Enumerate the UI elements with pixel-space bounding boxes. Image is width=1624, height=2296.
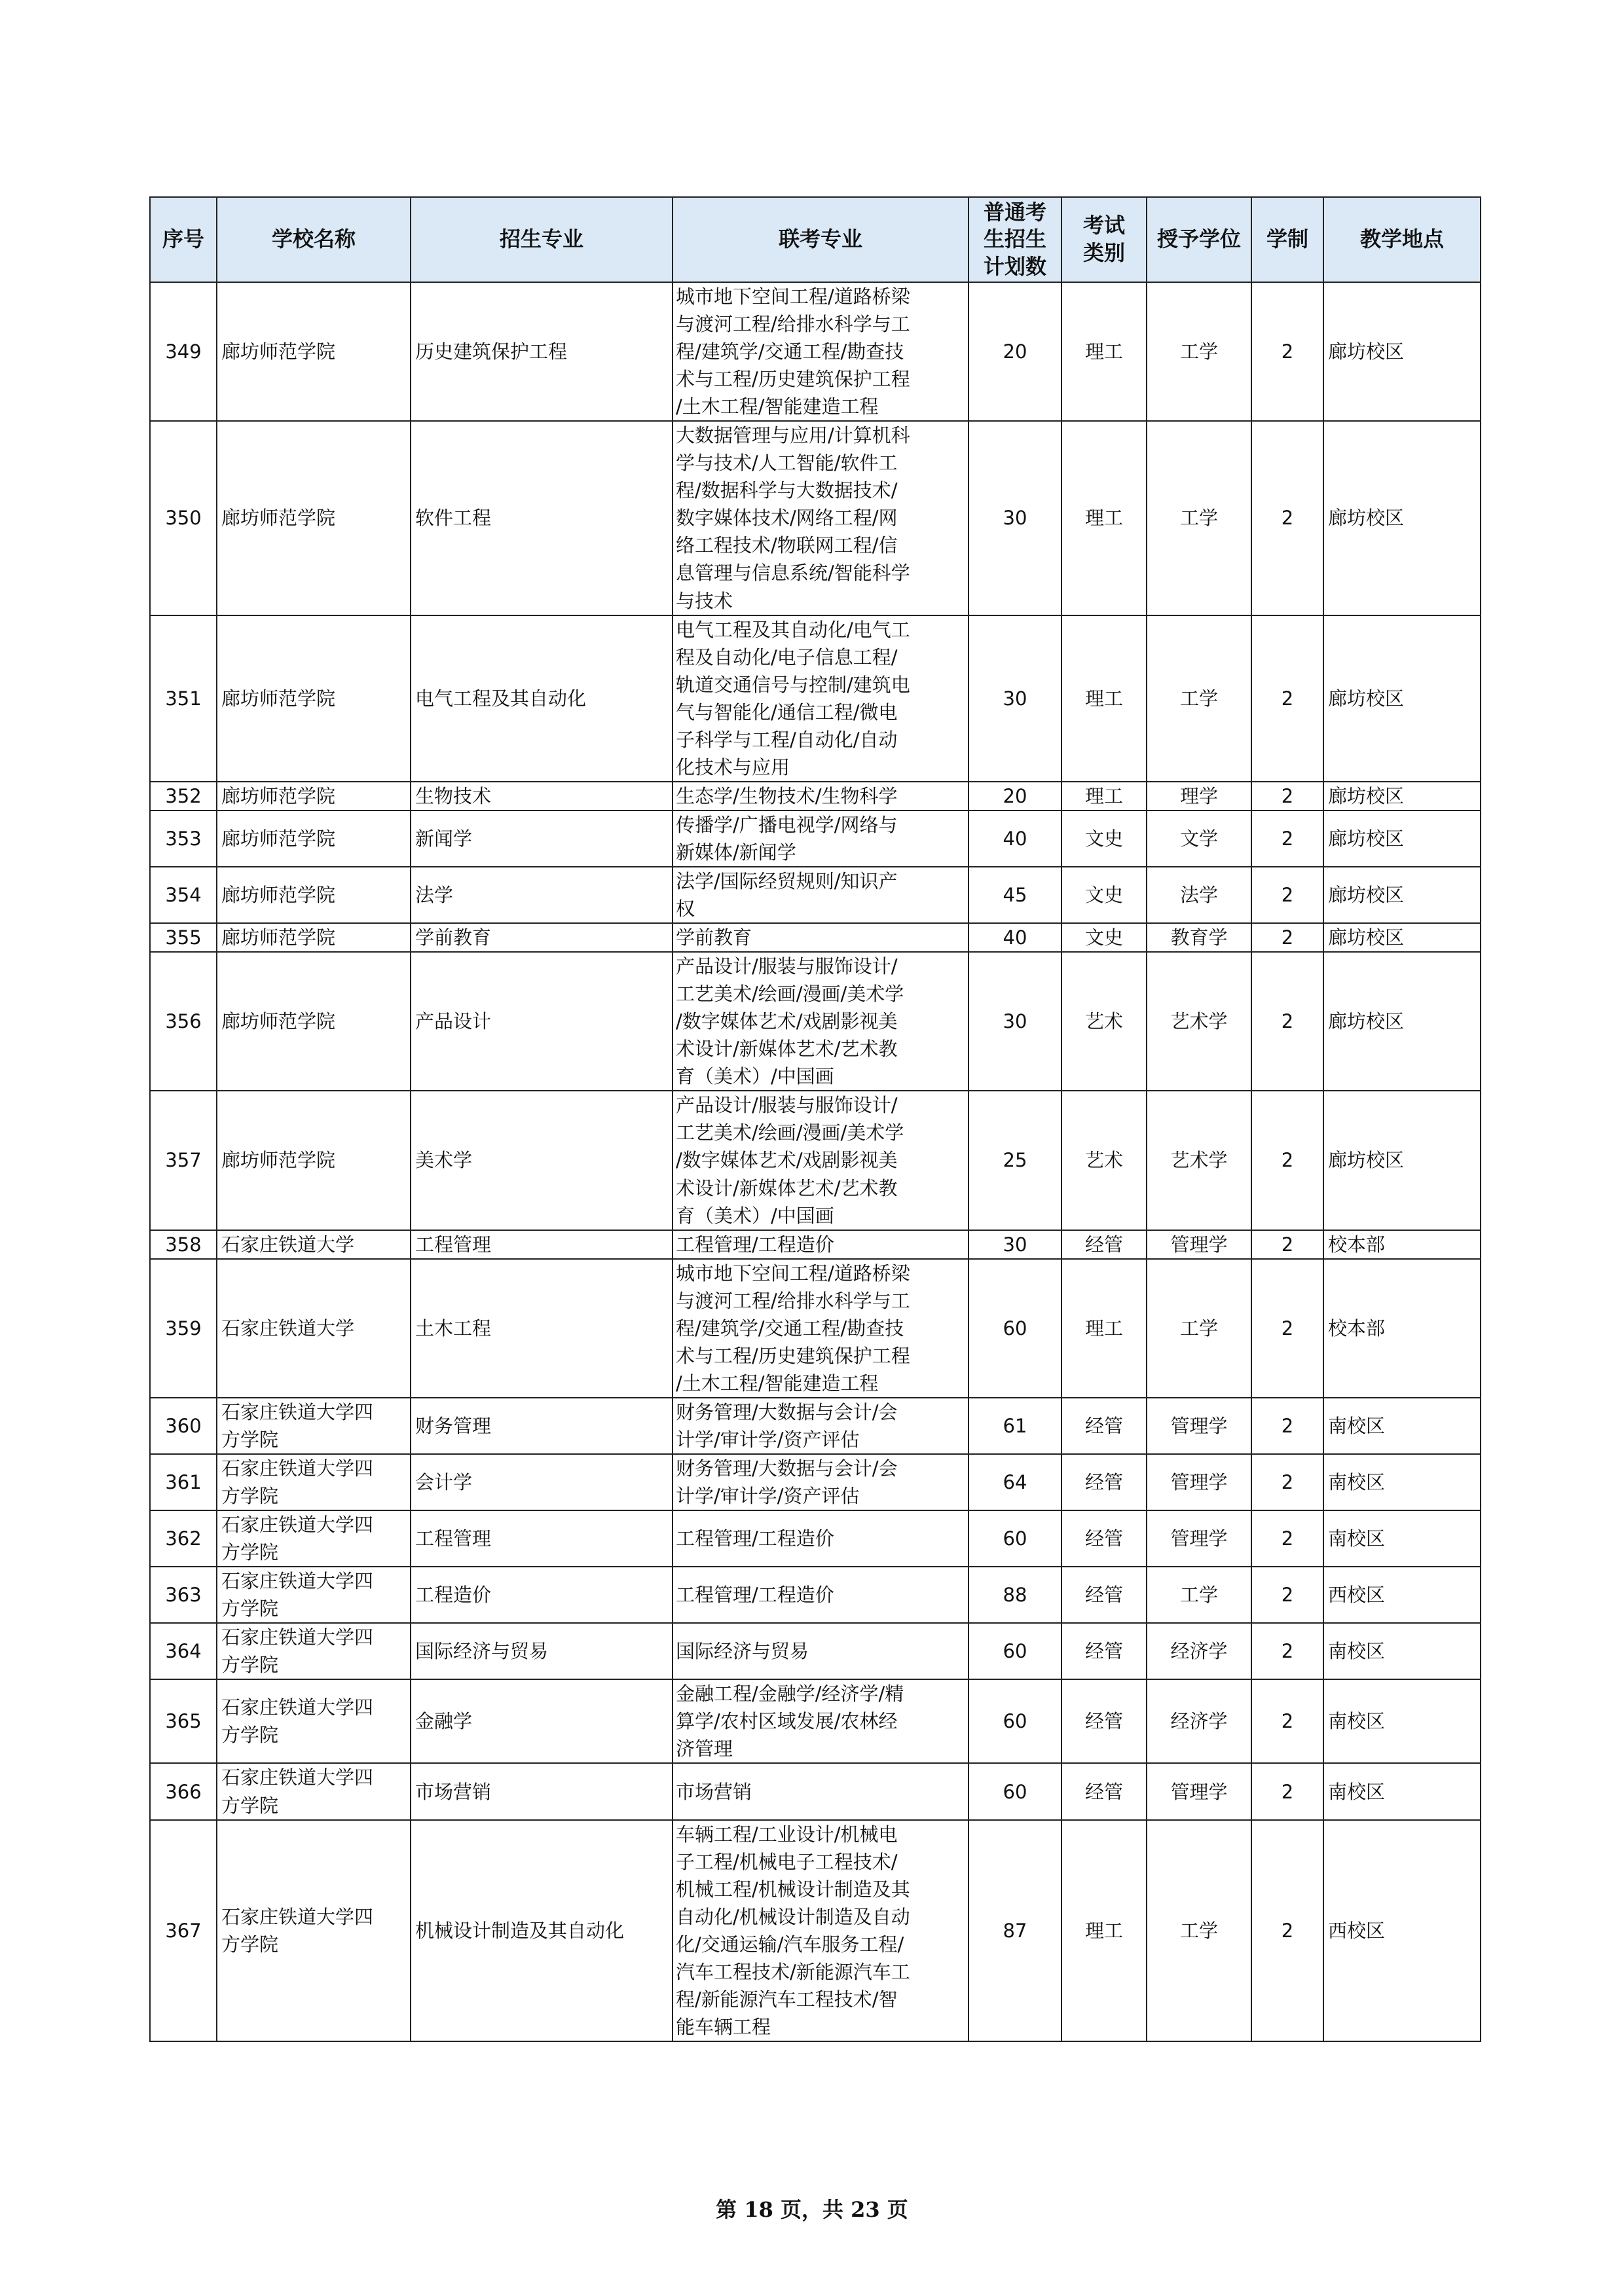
degree-cell: 管理学 xyxy=(1147,1763,1251,1819)
row-number-cell: 366 xyxy=(150,1763,217,1819)
plan-count-cell: 87 xyxy=(969,1820,1061,2041)
school-name-cell: 石家庄铁道大学四 方学院 xyxy=(217,1679,411,1763)
major-cell: 工程管理 xyxy=(411,1510,673,1567)
plan-count-cell: 88 xyxy=(969,1567,1061,1623)
joint-exam-major-cell: 车辆工程/工业设计/机械电 子工程/机械电子工程技术/ 机械工程/机械设计制造及其 自动化/机械设计制造及自动 化/交通运输/汽车服务工程/ 汽车工程技术/新能源汽车工 程/新能源汽车工程技术/智 能车辆工程 xyxy=(673,1820,969,2041)
header-cell: 考试 类别 xyxy=(1061,197,1147,282)
plan-count-cell: 60 xyxy=(969,1763,1061,1819)
header-cell: 授予学位 xyxy=(1147,197,1251,282)
table-row xyxy=(150,1259,1481,1398)
joint-exam-major-cell: 城市地下空间工程/道路桥梁 与渡河工程/给排水科学与工 程/建筑学/交通工程/勘查技 术与工程/历史建筑保护工程 /土木工程/智能建造工程 xyxy=(673,1259,969,1398)
plan-count-cell: 60 xyxy=(969,1510,1061,1567)
exam-category-cell: 文史 xyxy=(1061,923,1147,952)
major-cell: 软件工程 xyxy=(411,421,673,615)
duration-cell: 2 xyxy=(1251,811,1323,867)
duration-cell: 2 xyxy=(1251,1091,1323,1230)
row-number-cell: 359 xyxy=(150,1259,217,1398)
degree-cell: 工学 xyxy=(1147,1567,1251,1623)
table-row xyxy=(150,1623,1481,1679)
duration-cell: 2 xyxy=(1251,952,1323,1091)
table-row xyxy=(150,1567,1481,1623)
location-cell: 南校区 xyxy=(1323,1763,1481,1819)
row-number-cell: 364 xyxy=(150,1623,217,1679)
joint-exam-major-cell: 生态学/生物技术/生物科学 xyxy=(673,782,969,811)
header-cell: 普通考 生招生 计划数 xyxy=(969,197,1061,282)
plan-count-cell: 30 xyxy=(969,952,1061,1091)
major-cell: 机械设计制造及其自动化 xyxy=(411,1820,673,2041)
major-cell: 工程造价 xyxy=(411,1567,673,1623)
table-row xyxy=(150,1510,1481,1567)
duration-cell: 2 xyxy=(1251,1679,1323,1763)
plan-count-cell: 61 xyxy=(969,1398,1061,1454)
duration-cell: 2 xyxy=(1251,1398,1323,1454)
duration-cell: 2 xyxy=(1251,1567,1323,1623)
school-name-cell: 廊坊师范学院 xyxy=(217,811,411,867)
table-row xyxy=(150,923,1481,952)
major-cell: 产品设计 xyxy=(411,952,673,1091)
header-cell: 教学地点 xyxy=(1323,197,1481,282)
degree-cell: 艺术学 xyxy=(1147,952,1251,1091)
exam-category-cell: 理工 xyxy=(1061,1820,1147,2041)
major-cell: 生物技术 xyxy=(411,782,673,811)
school-name-cell: 石家庄铁道大学四 方学院 xyxy=(217,1454,411,1510)
location-cell: 廊坊校区 xyxy=(1323,867,1481,923)
school-name-cell: 石家庄铁道大学四 方学院 xyxy=(217,1623,411,1679)
school-name-cell: 石家庄铁道大学四 方学院 xyxy=(217,1567,411,1623)
duration-cell: 2 xyxy=(1251,421,1323,615)
plan-count-cell: 60 xyxy=(969,1679,1061,1763)
degree-cell: 文学 xyxy=(1147,811,1251,867)
row-number-cell: 357 xyxy=(150,1091,217,1230)
school-name-cell: 廊坊师范学院 xyxy=(217,782,411,811)
location-cell: 南校区 xyxy=(1323,1623,1481,1679)
joint-exam-major-cell: 大数据管理与应用/计算机科 学与技术/人工智能/软件工 程/数据科学与大数据技术/ 数字媒体技术/网络工程/网 络工程技术/物联网工程/信 息管理与信息系统/智能科学 与技术 xyxy=(673,421,969,615)
duration-cell: 2 xyxy=(1251,1454,1323,1510)
table-row xyxy=(150,1820,1481,2041)
table-row xyxy=(150,1763,1481,1819)
duration-cell: 2 xyxy=(1251,282,1323,421)
location-cell: 廊坊校区 xyxy=(1323,782,1481,811)
degree-cell: 管理学 xyxy=(1147,1230,1251,1259)
location-cell: 校本部 xyxy=(1323,1259,1481,1398)
location-cell: 廊坊校区 xyxy=(1323,615,1481,782)
duration-cell: 2 xyxy=(1251,1763,1323,1819)
header-cell: 学校名称 xyxy=(217,197,411,282)
degree-cell: 艺术学 xyxy=(1147,1091,1251,1230)
degree-cell: 工学 xyxy=(1147,615,1251,782)
school-name-cell: 石家庄铁道大学四 方学院 xyxy=(217,1510,411,1567)
header-cell: 招生专业 xyxy=(411,197,673,282)
joint-exam-major-cell: 工程管理/工程造价 xyxy=(673,1567,969,1623)
row-number-cell: 354 xyxy=(150,867,217,923)
row-number-cell: 362 xyxy=(150,1510,217,1567)
major-cell: 电气工程及其自动化 xyxy=(411,615,673,782)
joint-exam-major-cell: 财务管理/大数据与会计/会 计学/审计学/资产评估 xyxy=(673,1454,969,1510)
table-row xyxy=(150,615,1481,782)
location-cell: 廊坊校区 xyxy=(1323,811,1481,867)
table-row xyxy=(150,952,1481,1091)
table-row xyxy=(150,1679,1481,1763)
joint-exam-major-cell: 工程管理/工程造价 xyxy=(673,1510,969,1567)
plan-count-cell: 30 xyxy=(969,1230,1061,1259)
school-name-cell: 廊坊师范学院 xyxy=(217,615,411,782)
duration-cell: 2 xyxy=(1251,782,1323,811)
exam-category-cell: 理工 xyxy=(1061,615,1147,782)
exam-category-cell: 经管 xyxy=(1061,1679,1147,1763)
exam-category-cell: 理工 xyxy=(1061,421,1147,615)
major-cell: 国际经济与贸易 xyxy=(411,1623,673,1679)
header-cell: 序号 xyxy=(150,197,217,282)
location-cell: 南校区 xyxy=(1323,1398,1481,1454)
school-name-cell: 廊坊师范学院 xyxy=(217,923,411,952)
school-name-cell: 廊坊师范学院 xyxy=(217,952,411,1091)
exam-category-cell: 理工 xyxy=(1061,1259,1147,1398)
plan-count-cell: 60 xyxy=(969,1623,1061,1679)
joint-exam-major-cell: 城市地下空间工程/道路桥梁 与渡河工程/给排水科学与工 程/建筑学/交通工程/勘查技 术与工程/历史建筑保护工程 /土木工程/智能建造工程 xyxy=(673,282,969,421)
joint-exam-major-cell: 学前教育 xyxy=(673,923,969,952)
row-number-cell: 367 xyxy=(150,1820,217,2041)
location-cell: 南校区 xyxy=(1323,1679,1481,1763)
degree-cell: 管理学 xyxy=(1147,1454,1251,1510)
exam-category-cell: 经管 xyxy=(1061,1230,1147,1259)
row-number-cell: 356 xyxy=(150,952,217,1091)
plan-count-cell: 20 xyxy=(969,282,1061,421)
exam-category-cell: 文史 xyxy=(1061,867,1147,923)
degree-cell: 经济学 xyxy=(1147,1623,1251,1679)
header-row xyxy=(150,197,1481,282)
plan-count-cell: 64 xyxy=(969,1454,1061,1510)
degree-cell: 经济学 xyxy=(1147,1679,1251,1763)
table-row xyxy=(150,1454,1481,1510)
row-number-cell: 352 xyxy=(150,782,217,811)
degree-cell: 理学 xyxy=(1147,782,1251,811)
table-body xyxy=(150,282,1481,2041)
duration-cell: 2 xyxy=(1251,615,1323,782)
joint-exam-major-cell: 工程管理/工程造价 xyxy=(673,1230,969,1259)
major-cell: 土木工程 xyxy=(411,1259,673,1398)
joint-exam-major-cell: 传播学/广播电视学/网络与 新媒体/新闻学 xyxy=(673,811,969,867)
duration-cell: 2 xyxy=(1251,867,1323,923)
joint-exam-major-cell: 金融工程/金融学/经济学/精 算学/农村区域发展/农林经 济管理 xyxy=(673,1679,969,1763)
exam-category-cell: 经管 xyxy=(1061,1567,1147,1623)
degree-cell: 工学 xyxy=(1147,1259,1251,1398)
table-row xyxy=(150,1398,1481,1454)
exam-category-cell: 理工 xyxy=(1061,782,1147,811)
school-name-cell: 廊坊师范学院 xyxy=(217,282,411,421)
school-name-cell: 石家庄铁道大学 xyxy=(217,1230,411,1259)
major-cell: 市场营销 xyxy=(411,1763,673,1819)
page-number: 第 18 页，共 23 页 xyxy=(716,2197,908,2222)
row-number-cell: 365 xyxy=(150,1679,217,1763)
degree-cell: 教育学 xyxy=(1147,923,1251,952)
location-cell: 廊坊校区 xyxy=(1323,282,1481,421)
school-name-cell: 廊坊师范学院 xyxy=(217,421,411,615)
degree-cell: 管理学 xyxy=(1147,1510,1251,1567)
table-row xyxy=(150,811,1481,867)
joint-exam-major-cell: 电气工程及其自动化/电气工 程及自动化/电子信息工程/ 轨道交通信号与控制/建筑电 气与智能化/通信工程/微电 子科学与工程/自动化/自动 化技术与应用 xyxy=(673,615,969,782)
plan-count-cell: 30 xyxy=(969,421,1061,615)
plan-count-cell: 40 xyxy=(969,811,1061,867)
table-row xyxy=(150,867,1481,923)
table-row xyxy=(150,1230,1481,1259)
location-cell: 南校区 xyxy=(1323,1454,1481,1510)
duration-cell: 2 xyxy=(1251,1259,1323,1398)
major-cell: 工程管理 xyxy=(411,1230,673,1259)
exam-category-cell: 艺术 xyxy=(1061,1091,1147,1230)
major-cell: 美术学 xyxy=(411,1091,673,1230)
degree-cell: 工学 xyxy=(1147,282,1251,421)
major-cell: 金融学 xyxy=(411,1679,673,1763)
location-cell: 西校区 xyxy=(1323,1567,1481,1623)
exam-category-cell: 艺术 xyxy=(1061,952,1147,1091)
school-name-cell: 廊坊师范学院 xyxy=(217,1091,411,1230)
school-name-cell: 石家庄铁道大学四 方学院 xyxy=(217,1820,411,2041)
location-cell: 廊坊校区 xyxy=(1323,1091,1481,1230)
duration-cell: 2 xyxy=(1251,1230,1323,1259)
plan-count-cell: 30 xyxy=(969,615,1061,782)
location-cell: 校本部 xyxy=(1323,1230,1481,1259)
joint-exam-major-cell: 财务管理/大数据与会计/会 计学/审计学/资产评估 xyxy=(673,1398,969,1454)
major-cell: 新闻学 xyxy=(411,811,673,867)
exam-category-cell: 经管 xyxy=(1061,1398,1147,1454)
location-cell: 西校区 xyxy=(1323,1820,1481,2041)
exam-category-cell: 文史 xyxy=(1061,811,1147,867)
major-cell: 会计学 xyxy=(411,1454,673,1510)
header-cell: 学制 xyxy=(1251,197,1323,282)
location-cell: 廊坊校区 xyxy=(1323,421,1481,615)
location-cell: 廊坊校区 xyxy=(1323,923,1481,952)
row-number-cell: 353 xyxy=(150,811,217,867)
school-name-cell: 石家庄铁道大学 xyxy=(217,1259,411,1398)
location-cell: 南校区 xyxy=(1323,1510,1481,1567)
exam-category-cell: 经管 xyxy=(1061,1623,1147,1679)
joint-exam-major-cell: 产品设计/服装与服饰设计/ 工艺美术/绘画/漫画/美术学 /数字媒体艺术/戏剧影视美 术设计/新媒体艺术/艺术教 育（美术）/中国画 xyxy=(673,1091,969,1230)
row-number-cell: 361 xyxy=(150,1454,217,1510)
plan-count-cell: 20 xyxy=(969,782,1061,811)
row-number-cell: 358 xyxy=(150,1230,217,1259)
degree-cell: 工学 xyxy=(1147,1820,1251,2041)
duration-cell: 2 xyxy=(1251,1510,1323,1567)
plan-count-cell: 25 xyxy=(969,1091,1061,1230)
header-cell: 联考专业 xyxy=(673,197,969,282)
joint-exam-major-cell: 产品设计/服装与服饰设计/ 工艺美术/绘画/漫画/美术学 /数字媒体艺术/戏剧影视美 术设计/新媒体艺术/艺术教 育（美术）/中国画 xyxy=(673,952,969,1091)
duration-cell: 2 xyxy=(1251,1820,1323,2041)
major-cell: 历史建筑保护工程 xyxy=(411,282,673,421)
plan-count-cell: 45 xyxy=(969,867,1061,923)
major-cell: 财务管理 xyxy=(411,1398,673,1454)
school-name-cell: 廊坊师范学院 xyxy=(217,867,411,923)
degree-cell: 工学 xyxy=(1147,421,1251,615)
joint-exam-major-cell: 法学/国际经贸规则/知识产 权 xyxy=(673,867,969,923)
joint-exam-major-cell: 市场营销 xyxy=(673,1763,969,1819)
school-name-cell: 石家庄铁道大学四 方学院 xyxy=(217,1398,411,1454)
row-number-cell: 363 xyxy=(150,1567,217,1623)
major-cell: 学前教育 xyxy=(411,923,673,952)
row-number-cell: 355 xyxy=(150,923,217,952)
plan-count-cell: 60 xyxy=(969,1259,1061,1398)
location-cell: 廊坊校区 xyxy=(1323,952,1481,1091)
table-row xyxy=(150,282,1481,421)
exam-category-cell: 经管 xyxy=(1061,1510,1147,1567)
major-cell: 法学 xyxy=(411,867,673,923)
exam-category-cell: 经管 xyxy=(1061,1763,1147,1819)
row-number-cell: 350 xyxy=(150,421,217,615)
duration-cell: 2 xyxy=(1251,923,1323,952)
degree-cell: 法学 xyxy=(1147,867,1251,923)
duration-cell: 2 xyxy=(1251,1623,1323,1679)
row-number-cell: 351 xyxy=(150,615,217,782)
plan-count-cell: 40 xyxy=(969,923,1061,952)
exam-category-cell: 经管 xyxy=(1061,1454,1147,1510)
school-name-cell: 石家庄铁道大学四 方学院 xyxy=(217,1763,411,1819)
joint-exam-major-cell: 国际经济与贸易 xyxy=(673,1623,969,1679)
exam-category-cell: 理工 xyxy=(1061,282,1147,421)
enrollment-table xyxy=(149,196,1481,2042)
table-row xyxy=(150,421,1481,615)
degree-cell: 管理学 xyxy=(1147,1398,1251,1454)
table-row xyxy=(150,1091,1481,1230)
table-row xyxy=(150,782,1481,811)
row-number-cell: 349 xyxy=(150,282,217,421)
row-number-cell: 360 xyxy=(150,1398,217,1454)
